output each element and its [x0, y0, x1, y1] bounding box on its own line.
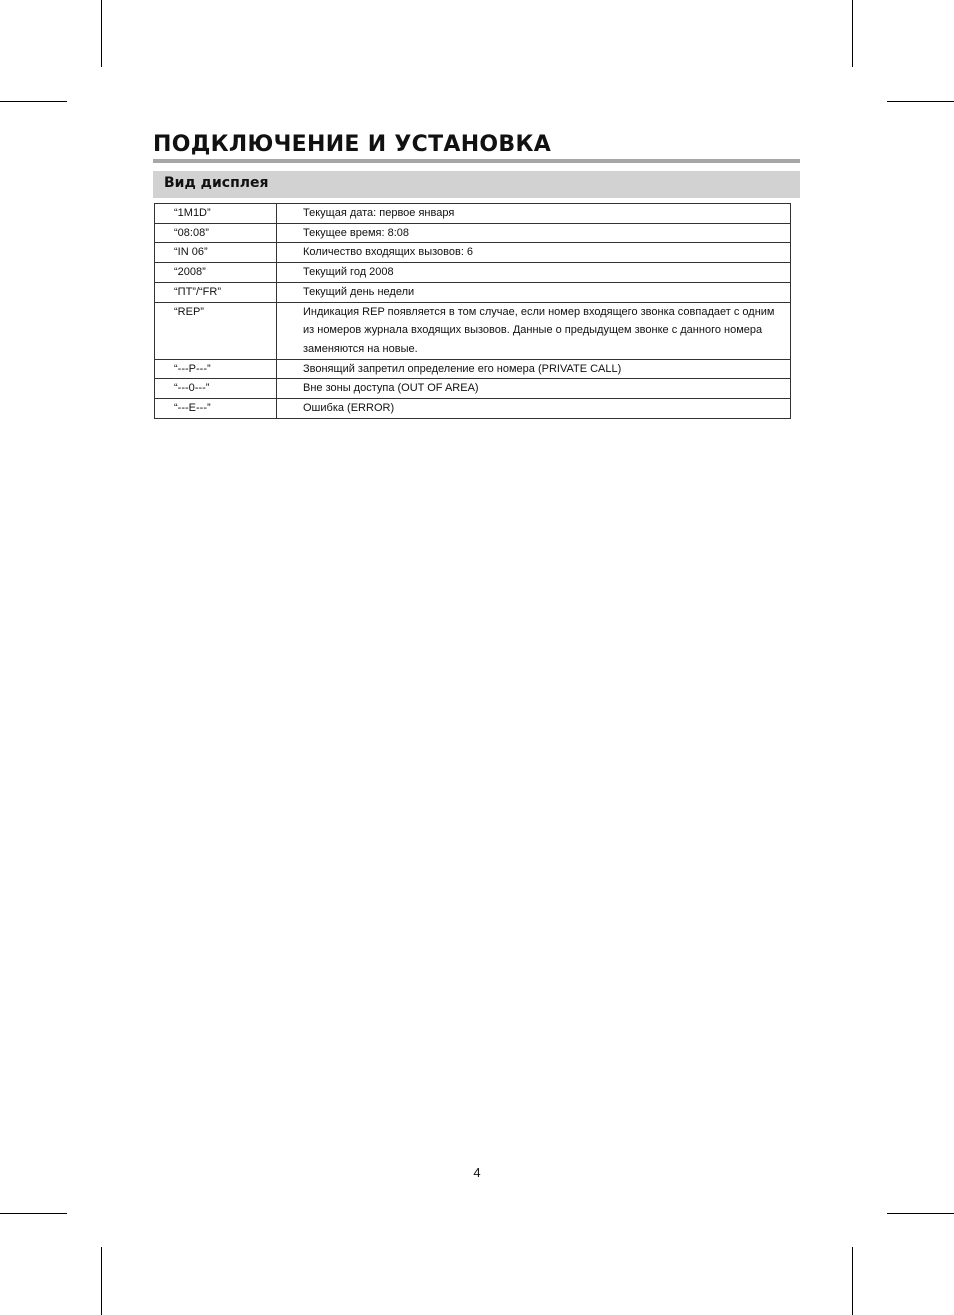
table-row	[155, 282, 791, 302]
crop-mark-top-right-vertical	[852, 0, 853, 67]
indicator-code: “---E---”	[155, 399, 277, 419]
crop-mark-bottom-left-vertical	[101, 1247, 102, 1315]
table-row	[155, 359, 791, 379]
table-row	[155, 204, 791, 224]
indicator-description: Текущая дата: первое января	[277, 204, 791, 224]
display-indicators-table	[154, 203, 791, 419]
table-row	[155, 243, 791, 263]
indicator-description: Индикация REP появляется в том случае, если номер входящего звонка совпадает с одним из номеров журнала входящих вызовов. Данные о предыдущем звонке с данного номера заменяются на новые.	[277, 302, 791, 359]
indicator-code: “08:08”	[155, 223, 277, 243]
indicator-description: Вне зоны доступа (OUT OF AREA)	[277, 379, 791, 399]
table-row	[155, 263, 791, 283]
indicator-code: “2008”	[155, 263, 277, 283]
indicator-description: Текущее время: 8:08	[277, 223, 791, 243]
indicator-code: “---0---”	[155, 379, 277, 399]
crop-mark-bottom-left-horizontal	[0, 1213, 67, 1214]
section-title: Вид дисплея	[164, 175, 269, 191]
crop-mark-top-left-vertical	[101, 0, 102, 67]
indicator-code: “IN 06”	[155, 243, 277, 263]
crop-mark-top-right-horizontal	[887, 101, 954, 102]
table-row	[155, 399, 791, 419]
crop-mark-top-left-horizontal	[0, 101, 67, 102]
page-number: 4	[473, 1165, 481, 1180]
indicator-description: Количество входящих вызовов: 6	[277, 243, 791, 263]
indicator-code: “1M1D”	[155, 204, 277, 224]
indicator-code: “REP”	[155, 302, 277, 359]
table-row	[155, 302, 791, 359]
indicator-description: Текущий день недели	[277, 282, 791, 302]
section-header	[153, 171, 800, 198]
indicator-description: Ошибка (ERROR)	[277, 399, 791, 419]
page-title: ПОДКЛЮЧЕНИЕ И УСТАНОВКА	[153, 132, 552, 157]
indicator-description: Текущий год 2008	[277, 263, 791, 283]
indicator-code: “---P---”	[155, 359, 277, 379]
table-row	[155, 379, 791, 399]
crop-mark-bottom-right-vertical	[852, 1247, 853, 1315]
indicator-description: Звонящий запретил определение его номера (PRIVATE CALL)	[277, 359, 791, 379]
table-row	[155, 223, 791, 243]
title-underline	[153, 159, 800, 163]
indicator-code: “ПТ”/“FR”	[155, 282, 277, 302]
crop-mark-bottom-right-horizontal	[887, 1213, 954, 1214]
